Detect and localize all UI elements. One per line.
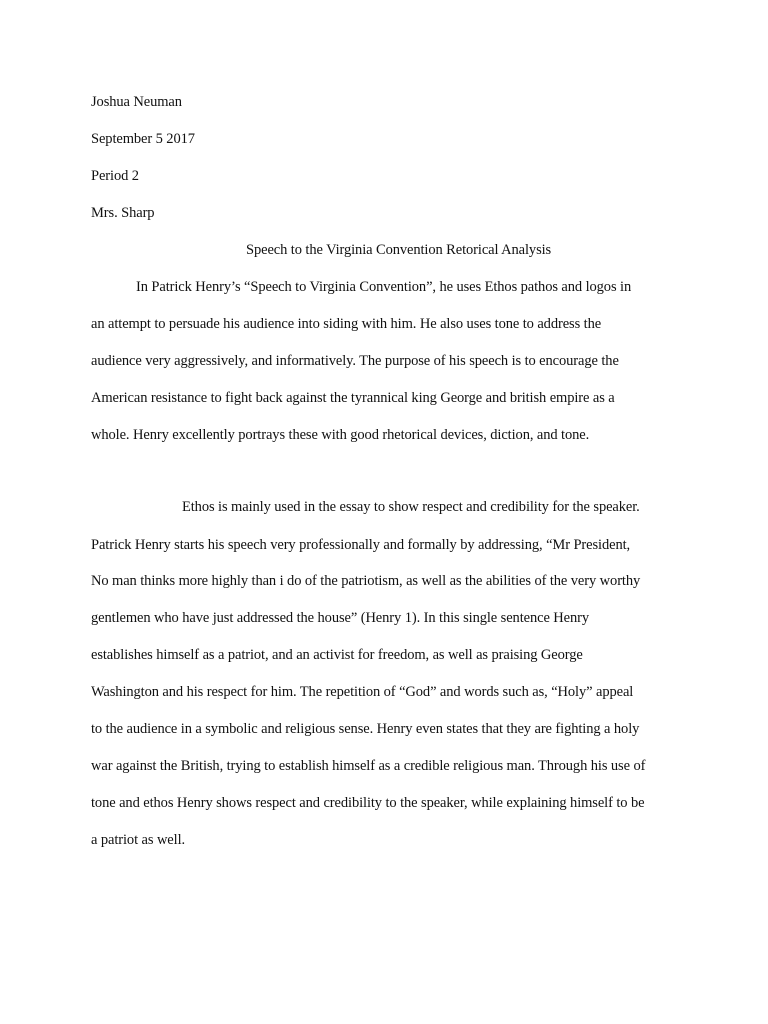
paragraph-line: audience very aggressively, and informatively. The purpose of his speech is to encourage the [91, 353, 619, 369]
paragraph-line: Washington and his respect for him. The repetition of “God” and words such as, “Holy” appeal [91, 684, 634, 700]
date-line: September 5 2017 [91, 131, 195, 147]
paragraph-line: Ethos is mainly used in the essay to show respect and credibility for the speaker. [182, 499, 640, 515]
paragraph-line: In Patrick Henry’s “Speech to Virginia Convention”, he uses Ethos pathos and logos in [136, 279, 632, 295]
paragraph-line: Patrick Henry starts his speech very professionally and formally by addressing, “Mr President, [91, 537, 631, 553]
document-title: Speech to the Virginia Convention Retorical Analysis [246, 242, 552, 258]
paragraph-line: an attempt to persuade his audience into siding with him. He also uses tone to address the [91, 316, 602, 332]
paragraph-line: establishes himself as a patriot, and an activist for freedom, as well as praising George [91, 647, 583, 663]
paragraph-line: a patriot as well. [91, 832, 186, 848]
paragraph-line: tone and ethos Henry shows respect and credibility to the speaker, while explaining himself to be [91, 795, 645, 811]
paragraph-line: gentlemen who have just addressed the house” (Henry 1). In this single sentence Henry [91, 610, 590, 626]
period-line: Period 2 [91, 168, 139, 184]
paragraph-line: American resistance to fight back against the tyrannical king George and british empire as a [91, 390, 615, 406]
paragraph-line: to the audience in a symbolic and religious sense. Henry even states that they are fighting a holy [91, 721, 640, 737]
paragraph-line: war against the British, trying to establish himself as a credible religious man. Through his use of [91, 758, 646, 774]
teacher-line: Mrs. Sharp [91, 205, 155, 221]
paragraph-line: whole. Henry excellently portrays these with good rhetorical devices, diction, and tone. [91, 427, 590, 443]
paragraph-line: No man thinks more highly than i do of the patriotism, as well as the abilities of the very worthy [91, 573, 641, 589]
author-name: Joshua Neuman [91, 94, 182, 110]
